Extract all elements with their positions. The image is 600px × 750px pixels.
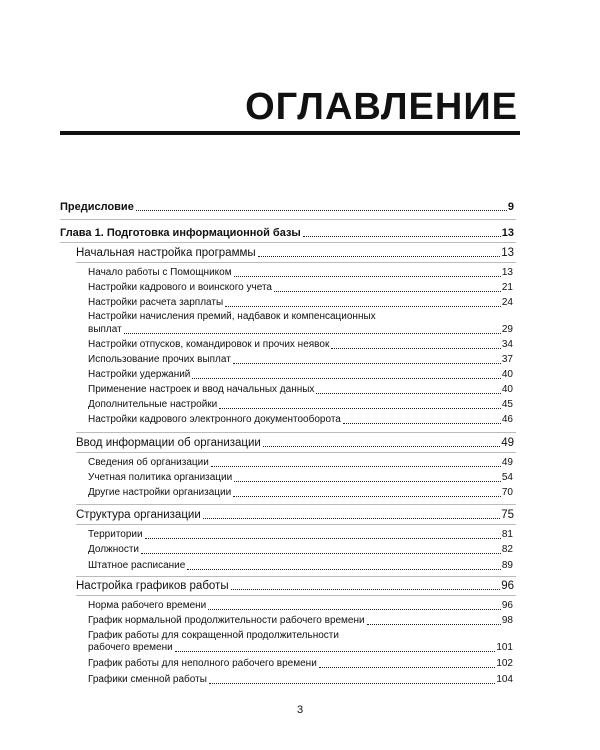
toc-entry-label: Настройки удержаний — [88, 369, 191, 380]
toc-entry-page: 49 — [501, 437, 514, 449]
toc-entry-label: Территории — [88, 529, 143, 540]
dot-leader — [343, 422, 501, 424]
toc-entry-subsection[interactable] — [88, 544, 513, 556]
toc-entry-subsection[interactable] — [88, 267, 513, 279]
toc-entry-chapter-1[interactable] — [60, 227, 514, 239]
toc-entry-label: Другие настройки организации — [88, 487, 232, 498]
toc-entry-label: Норма рабочего времени — [88, 600, 207, 611]
toc-entry-page: 29 — [501, 324, 513, 335]
toc-entry-section-schedules[interactable] — [76, 580, 514, 592]
toc-entry-label: Настройки кадрового и воинского учета — [88, 282, 272, 293]
toc-entry-label: Сведения об организации — [88, 457, 209, 468]
toc-entry-page: 37 — [501, 354, 513, 365]
toc-entry-page: 34 — [501, 339, 513, 350]
toc-entry-subsection[interactable] — [88, 560, 513, 572]
toc-entry-section-structure[interactable] — [76, 509, 514, 521]
dot-leader — [231, 588, 501, 590]
toc-entry-label: Настройки отпусков, командировок и прочих неявок — [88, 339, 330, 350]
page-number: 3 — [296, 704, 304, 716]
toc-entry-page: 40 — [501, 369, 513, 380]
separator — [76, 452, 516, 453]
dot-leader — [263, 445, 500, 447]
toc-entry-page: 70 — [501, 487, 513, 498]
toc-entry-subsection[interactable] — [88, 487, 513, 499]
toc-entry-page: 104 — [496, 674, 513, 685]
dot-leader — [225, 305, 501, 307]
dot-leader — [331, 347, 501, 349]
toc-entry-label: Предисловие — [60, 201, 134, 213]
toc-entry-subsection[interactable] — [88, 642, 513, 654]
toc-entry-page: 9 — [507, 201, 514, 213]
toc-entry-page: 96 — [501, 580, 514, 592]
separator — [76, 432, 516, 433]
toc-entry-label: Начальная настройка программы — [76, 247, 256, 259]
dot-leader — [234, 480, 501, 482]
dot-leader — [203, 517, 500, 519]
toc-entry-label: Использование прочих выплат — [88, 354, 231, 365]
separator — [76, 595, 516, 596]
dot-leader — [209, 682, 495, 684]
toc-entry-subsection[interactable] — [88, 600, 513, 612]
dot-leader — [124, 332, 501, 334]
toc-entry-subsection[interactable] — [88, 384, 513, 396]
dot-leader — [208, 608, 501, 610]
toc-entry-label: Штатное расписание — [88, 560, 186, 571]
toc-entry-page: 13 — [501, 227, 514, 239]
toc-entry-subsection[interactable] — [88, 369, 513, 381]
page-title: ОГЛАВЛЕНИЕ — [245, 86, 518, 128]
toc-entry-label: Учетная политика организации — [88, 472, 233, 483]
toc-entry-page: 13 — [501, 247, 514, 259]
toc-entry-subsection[interactable] — [88, 674, 513, 686]
toc-entry-page: 101 — [496, 642, 513, 653]
toc-entry-subsection[interactable] — [88, 339, 513, 351]
toc-entry-page: 21 — [501, 282, 513, 293]
toc-entry-page: 40 — [501, 384, 513, 395]
toc-entry-page: 81 — [501, 529, 513, 540]
toc-entry-subsection[interactable] — [88, 529, 513, 541]
dot-leader — [136, 209, 507, 211]
toc-entry-subsection[interactable] — [88, 354, 513, 366]
toc-entry-label: Должности — [88, 544, 140, 555]
separator — [60, 219, 516, 220]
dot-leader — [303, 235, 501, 237]
toc-entry-label: Настройки расчета зарплаты — [88, 297, 224, 308]
toc-entry-label: рабочего времени — [88, 642, 173, 653]
toc-entry-label: Настройка графиков работы — [76, 580, 229, 592]
toc-entry-label: Глава 1. Подготовка информационной базы — [60, 227, 301, 239]
toc-entry-section-initial-setup[interactable] — [76, 247, 514, 259]
toc-entry-section-organization-info[interactable] — [76, 437, 514, 449]
dot-leader — [145, 537, 501, 539]
toc-entry-subsection[interactable] — [88, 472, 513, 484]
toc-entry-subsection[interactable] — [88, 399, 513, 411]
dot-leader — [258, 255, 501, 257]
title-rule — [60, 131, 520, 135]
toc-entry-page: 13 — [501, 267, 513, 278]
toc-entry-page: 24 — [501, 297, 513, 308]
toc-entry-page: 75 — [501, 509, 514, 521]
toc-entry-page: 45 — [501, 399, 513, 410]
separator — [76, 262, 516, 263]
dot-leader — [192, 377, 500, 379]
dot-leader — [233, 495, 501, 497]
toc-entry-page: 98 — [501, 615, 513, 626]
toc-entry-label-line1: Настройки начисления премий, надбавок и компенсационных — [88, 311, 376, 322]
dot-leader — [141, 552, 501, 554]
toc-entry-subsection[interactable] — [88, 282, 513, 294]
dot-leader — [367, 623, 501, 625]
dot-leader — [319, 666, 496, 668]
toc-entry-page: 54 — [501, 472, 513, 483]
toc-entry-label: График работы для неполного рабочего времени — [88, 658, 317, 669]
toc-entry-subsection[interactable] — [88, 658, 513, 670]
toc-entry-page: 46 — [501, 414, 513, 425]
toc-entry-preface[interactable] — [60, 201, 514, 213]
toc-entry-page: 102 — [496, 658, 513, 669]
toc-entry-label: Начало работы с Помощником — [88, 267, 232, 278]
toc-entry-label: Ввод информации об организации — [76, 437, 261, 449]
dot-leader — [274, 290, 501, 292]
toc-entry-page: 96 — [501, 600, 513, 611]
dot-leader — [175, 650, 496, 652]
toc-entry-label: Дополнительные настройки — [88, 399, 218, 410]
toc-entry-subsection[interactable] — [88, 414, 513, 426]
toc-entry-label-line1: График работы для сокращенной продолжительности — [88, 630, 339, 641]
toc-entry-subsection[interactable] — [88, 615, 513, 627]
dot-leader — [211, 465, 501, 467]
dot-leader — [219, 407, 501, 409]
toc-entry-label: выплат — [88, 324, 122, 335]
separator — [76, 576, 516, 577]
toc-entry-subsection[interactable] — [88, 324, 513, 336]
toc-entry-page: 89 — [501, 560, 513, 571]
separator — [76, 524, 516, 525]
toc-entry-page: 49 — [501, 457, 513, 468]
toc-entry-label: График нормальной продолжительности рабочего времени — [88, 615, 365, 626]
toc-entry-page: 82 — [501, 544, 513, 555]
dot-leader — [187, 568, 501, 570]
toc-entry-label: Графики сменной работы — [88, 674, 207, 685]
toc-entry-label: Структура организации — [76, 509, 201, 521]
separator — [76, 504, 516, 505]
toc-entry-label: Настройки кадрового электронного документооборота — [88, 414, 341, 425]
toc-entry-subsection[interactable] — [88, 457, 513, 469]
toc-entry-label: Применение настроек и ввод начальных данных — [88, 384, 315, 395]
dot-leader — [316, 392, 500, 394]
toc-entry-subsection[interactable] — [88, 297, 513, 309]
dot-leader — [234, 275, 501, 277]
separator — [60, 242, 516, 243]
dot-leader — [233, 362, 501, 364]
